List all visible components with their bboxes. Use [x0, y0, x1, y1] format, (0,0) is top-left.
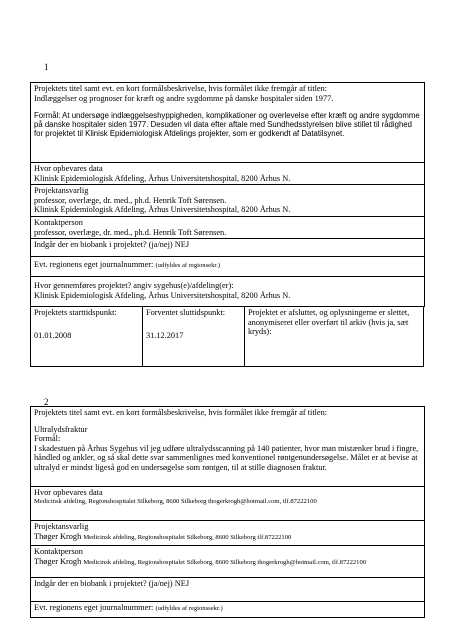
biobank-text: Indgår der en biobank i projektet? (ja/nej) NEJ	[34, 240, 190, 249]
journal-row	[31, 257, 425, 277]
hospital-value: Klinisk Epidemiologisk Afdeling, Århus Universitetshospital, 8200 Århus N.	[34, 290, 291, 300]
start-cell	[31, 307, 143, 367]
journal-row-2	[31, 602, 425, 618]
title-row	[31, 83, 425, 163]
title-row-2	[31, 407, 425, 487]
storage-value: Klinisk Epidemiologisk Afdeling, Århus Universitetshospital, 8200 Århus N.	[34, 173, 291, 183]
contact-row	[31, 217, 425, 239]
title-value-2: Ultralydsfraktur	[34, 424, 88, 434]
start-value: 01.01.2008	[34, 330, 72, 340]
storage-row-2	[31, 487, 425, 521]
storage-value-2: Medicinsk afdeling, Regionshospitalet Silkeborg, 8600 Silkeborg thogerkrogh@hotmail.com, tlf.87222100	[34, 497, 317, 505]
responsible-name: professor, overlæge, dr. med., ph.d. Henrik Toft Sørensen.	[34, 195, 227, 205]
section-number-2: 2	[44, 397, 49, 407]
storage-row	[31, 163, 425, 185]
responsible-name-2: Thøger Krogh	[34, 531, 82, 541]
end-value: 31.12.2017	[146, 330, 184, 340]
responsible-label: Projektansvarlig	[34, 186, 89, 195]
end-label: Forventet sluttidspunkt:	[146, 308, 226, 317]
responsible-label-2: Projektansvarlig	[34, 522, 89, 531]
storage-label: Hvor opbevares data	[34, 164, 103, 173]
contact-label-2: Kontaktperson	[34, 547, 83, 556]
journal-label-2: Evt. regionens eget journalnummer:	[34, 603, 154, 612]
journal-note-2: (udfyldes af regionssekr.)	[155, 605, 223, 612]
timeline-row	[31, 307, 425, 367]
archive-cell	[245, 307, 424, 367]
biobank-row-2	[31, 578, 425, 602]
responsible-row	[31, 185, 425, 217]
responsible-row-2	[31, 521, 425, 546]
title-label: Projektets titel samt evt. en kort formålsbeskrivelse, hvis formålet ikke fremgår af titlen:	[34, 84, 328, 93]
section-number-1: 1	[44, 62, 49, 72]
archive-label: Projektet er afsluttet, og oplysningerne er slettet, anonymiseret eller overført til arkiv (hvis ja, sæt kryds):	[248, 308, 410, 337]
responsible-place: Klinisk Epidemiologisk Afdeling, Århus Universitetshospital, 8200 Århus N.	[34, 205, 291, 215]
biobank-text-2: Indgår der en biobank i projektet? (ja/nej) NEJ	[34, 579, 190, 588]
project-block-1	[30, 82, 425, 367]
responsible-place-2: Medicinsk afdeling, Regionshospitalet Silkeborg, 8600 Silkeborg tlf.87222100	[83, 533, 292, 541]
contact-label: Kontaktperson	[34, 218, 83, 227]
title-label-2: Projektets titel samt evt. en kort formålsbeskrivelse, hvis formålet ikke fremgår af titlen:	[34, 408, 328, 417]
contact-name-2: Thøger Krogh	[34, 556, 82, 566]
hospital-label: Hvor gennemføres projektet? angiv sygehus(e)/afdeling(er):	[34, 281, 234, 290]
start-label: Projektets starttidspunkt:	[34, 308, 117, 317]
contact-row-2	[31, 546, 425, 578]
purpose-text-2: I skadestuen på Århus Sygehus vil jeg udføre ultralydsscanning på 140 patienter, hvor man mistænker brud i fingre, håndled og ankler, og så skal dette svar sammenlignes med konventionel røntgenundersøgelse. Målet er at bevise at ultralyd er mindst ligeså god en undersøgelse som røntgen, til at stille diagnosen fraktur.	[34, 443, 419, 472]
contact-place-2: Medicinsk afdeling, Regionshospitalet Silkeborg, 8600 Silkeborg thogerkrogh@hotmail.com, tlf.87222100	[83, 558, 367, 566]
purpose-label-2: Formål:	[34, 434, 61, 444]
project-block-2	[30, 406, 425, 618]
journal-note: (udfyldes af regionsekr.)	[155, 262, 221, 269]
end-cell	[143, 307, 245, 367]
contact-name: professor, overlæge, dr. med., ph.d. Henrik Toft Sørensen.	[34, 227, 227, 237]
purpose-text: Formål: At undersøge indlæggelseshyppigheden, komplikationer og overlevelse efter kræft og andre sygdomme på danske hospitaler siden 1977. Desuden vil data efter aftale med Sundhedsstyrelsen blive stillet til rådighed for projektet til Klinisk Epidemiologisk Afdelings projekter, som er godkendt af Datatilsynet.	[34, 111, 420, 138]
biobank-row	[31, 239, 425, 257]
title-value: Indlæggelser og prognoser for kræft og andre sygdomme på danske hospitaler siden 1977.	[34, 93, 334, 103]
journal-label: Evt. regionens eget journalnummer:	[34, 260, 154, 269]
hospital-row	[31, 277, 425, 307]
storage-label-2: Hvor opbevares data	[34, 488, 103, 497]
